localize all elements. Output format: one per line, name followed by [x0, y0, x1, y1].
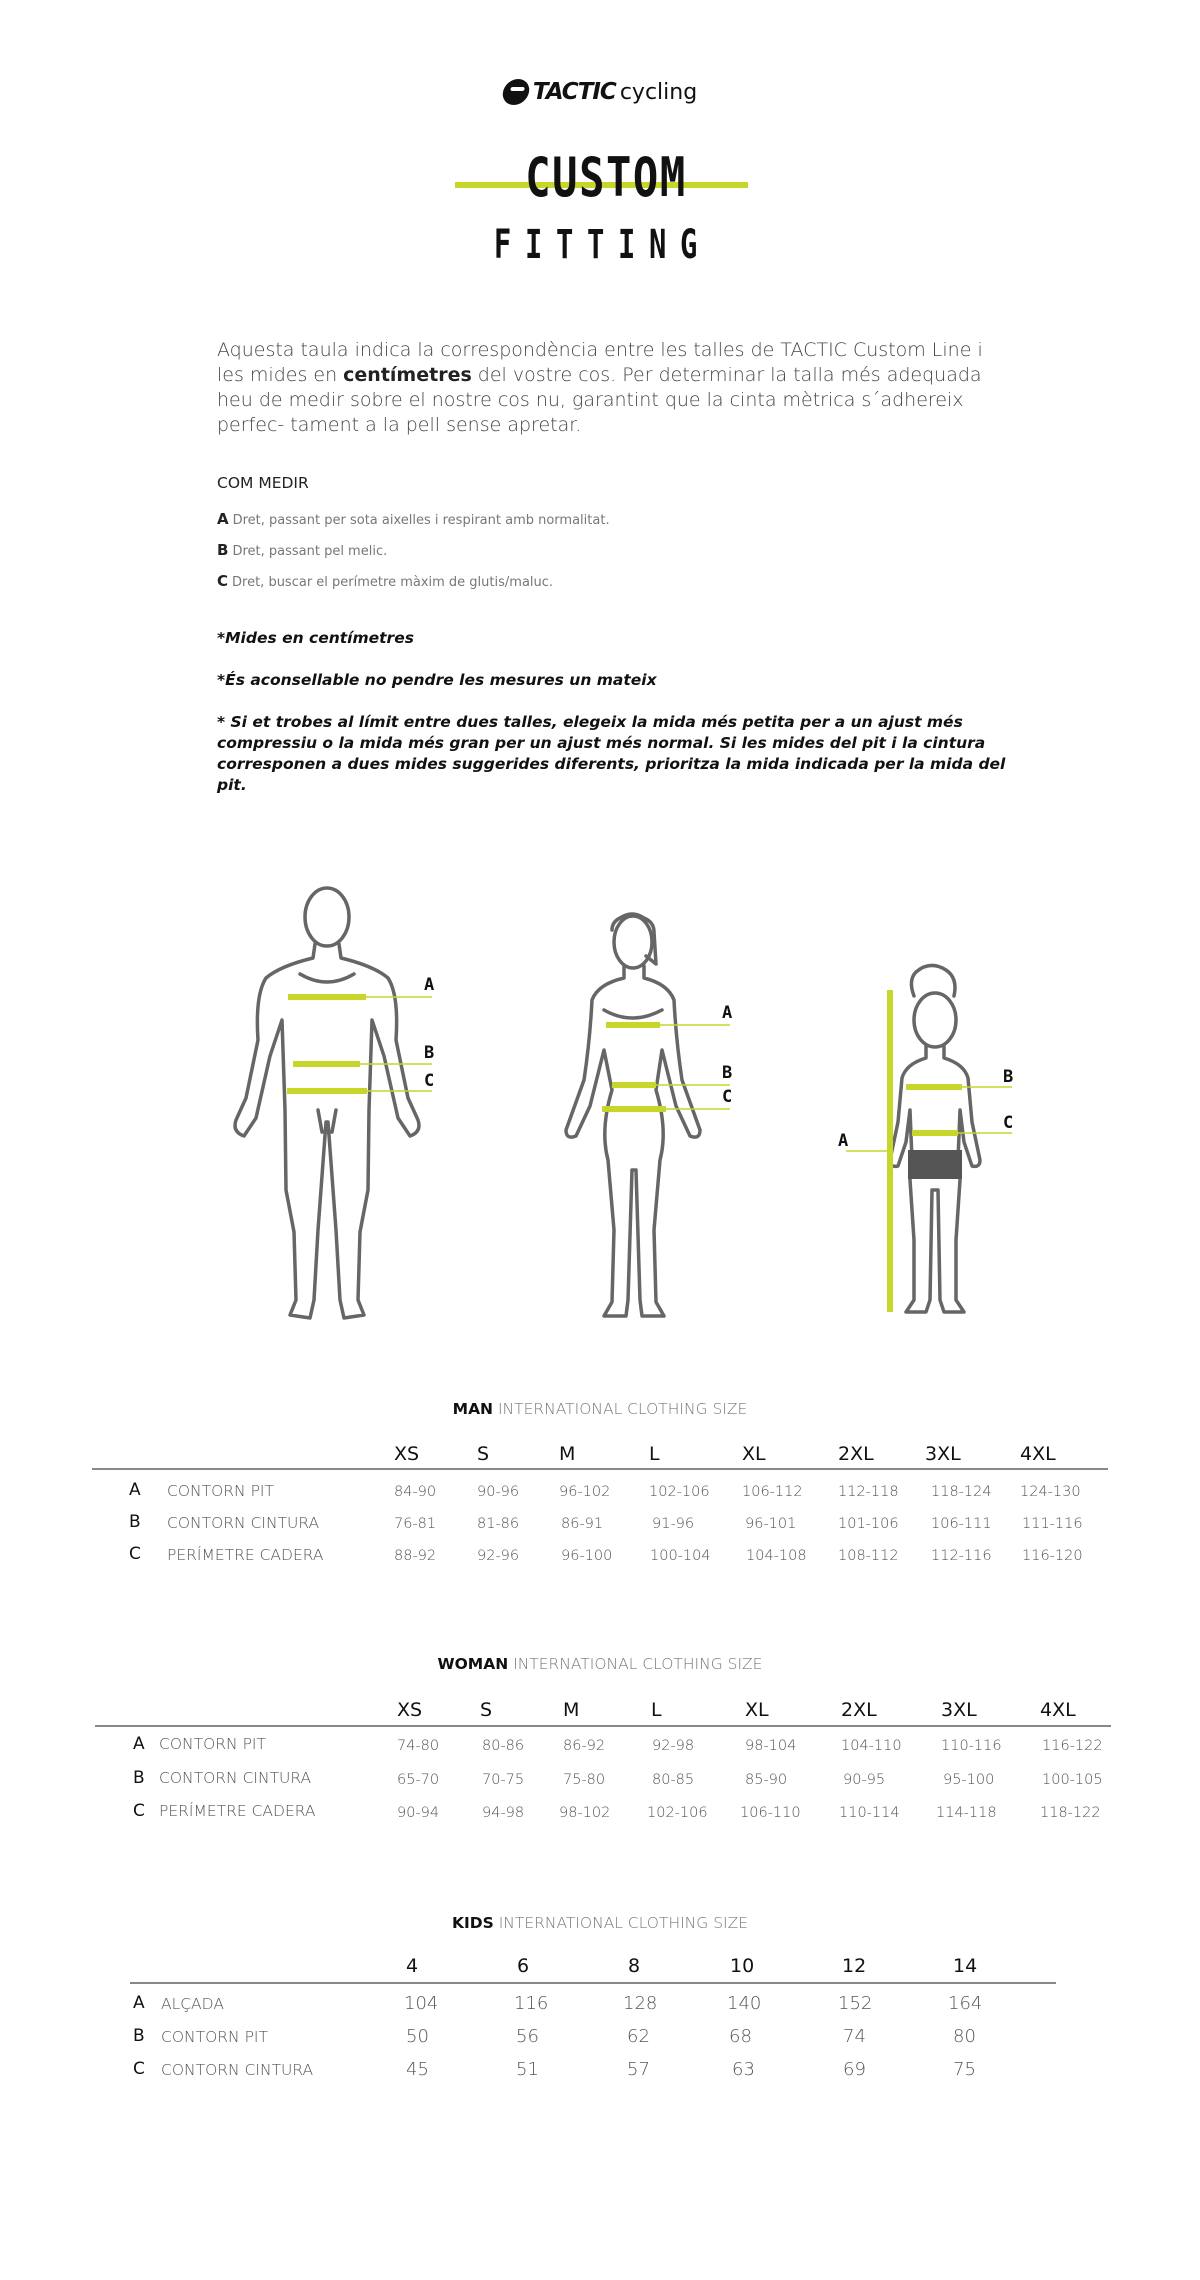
man-b-4xl: 111-116 — [1022, 1516, 1083, 1532]
man-row-b-letter: B — [129, 1512, 141, 1532]
woman-c-2xl: 110-114 — [839, 1805, 900, 1821]
kid-label-b: B — [1003, 1067, 1014, 1087]
woman-a-3xl: 110-116 — [941, 1738, 1002, 1754]
man-b-2xl: 101-106 — [838, 1516, 899, 1532]
woman-c-m: 98-102 — [559, 1805, 611, 1821]
intro-text-1: Aquesta taula indica la correspondència entre les talles de TACTIC Custom Line i les mides en — [217, 339, 983, 386]
woman-b-s: 70-75 — [482, 1772, 525, 1788]
kids-c-6: 51 — [516, 2059, 539, 2080]
woman-row-a-letter: A — [133, 1734, 145, 1754]
kids-b-4: 50 — [406, 2026, 429, 2047]
kids-b-6: 56 — [516, 2026, 539, 2047]
page-title-fitting: FITTING — [493, 222, 712, 268]
kids-table-rule — [130, 1982, 1056, 1984]
man-subtitle: INTERNATIONAL CLOTHING SIZE — [497, 1400, 748, 1418]
kids-c-12: 69 — [843, 2059, 866, 2080]
how-item-b — [217, 541, 387, 559]
note-centimetres: *Mides en centímetres — [217, 629, 414, 647]
kid-figure — [838, 965, 1013, 1312]
kid-label-a: A — [838, 1131, 849, 1151]
woman-a-2xl: 104-110 — [841, 1738, 902, 1754]
woman-a-xl: 98-104 — [745, 1738, 797, 1754]
man-size-3xl: 3XL — [925, 1443, 961, 1465]
man-figure — [235, 888, 434, 1318]
logo-brand-text: TACTIC — [532, 79, 616, 105]
woman-size-2xl: 2XL — [841, 1699, 877, 1721]
man-b-xs: 76-81 — [394, 1516, 437, 1532]
woman-c-xl: 106-110 — [740, 1805, 801, 1821]
man-b-xl: 96-101 — [745, 1516, 797, 1532]
brand-logo — [0, 72, 1200, 112]
man-row-b-label: CONTORN CINTURA — [167, 1514, 320, 1532]
kids-b-10: 68 — [729, 2026, 752, 2047]
kids-c-4: 45 — [406, 2059, 429, 2080]
man-title: MAN — [452, 1400, 494, 1418]
how-text: Dret, passant per sota aixelles i respirant amb normalitat. — [232, 513, 610, 528]
man-a-4xl: 124-130 — [1020, 1484, 1081, 1500]
kids-b-14: 80 — [953, 2026, 976, 2047]
woman-table-title — [0, 1655, 1200, 1673]
man-label-a: A — [424, 975, 435, 995]
woman-size-xs: XS — [397, 1699, 423, 1721]
man-label-c: C — [424, 1071, 435, 1091]
woman-b-xl: 85-90 — [745, 1772, 788, 1788]
man-row-a-letter: A — [129, 1480, 141, 1500]
measurement-figures — [0, 860, 1200, 1340]
man-row-c-label: PERÍMETRE CADERA — [167, 1546, 324, 1564]
man-c-3xl: 112-116 — [931, 1548, 992, 1564]
kids-a-8: 128 — [623, 1993, 658, 2014]
kids-a-10: 140 — [727, 1993, 762, 2014]
man-a-l: 102-106 — [649, 1484, 710, 1500]
woman-size-m: M — [563, 1699, 580, 1721]
man-b-s: 81-86 — [477, 1516, 520, 1532]
man-b-m: 86-91 — [561, 1516, 604, 1532]
woman-size-l: L — [651, 1699, 662, 1721]
logo-sub-text: cycling — [619, 79, 698, 105]
man-b-l: 91-96 — [652, 1516, 695, 1532]
woman-a-l: 92-98 — [652, 1738, 695, 1754]
tactic-logo-icon — [501, 79, 532, 105]
how-text: Dret, passant pel melic. — [232, 544, 388, 559]
woman-size-3xl: 3XL — [941, 1699, 977, 1721]
man-c-xl: 104-108 — [746, 1548, 807, 1564]
how-item-c — [217, 572, 553, 590]
man-size-xl: XL — [742, 1443, 766, 1465]
woman-b-xs: 65-70 — [397, 1772, 440, 1788]
woman-c-s: 94-98 — [482, 1805, 525, 1821]
kids-size-6: 6 — [517, 1955, 530, 1977]
man-a-3xl: 118-124 — [931, 1484, 992, 1500]
woman-table-rule — [95, 1725, 1111, 1727]
how-letter: A — [217, 510, 229, 528]
man-a-2xl: 112-118 — [838, 1484, 899, 1500]
kids-size-14: 14 — [953, 1955, 978, 1977]
kids-c-10: 63 — [732, 2059, 755, 2080]
woman-b-2xl: 90-95 — [843, 1772, 886, 1788]
man-c-4xl: 116-120 — [1022, 1548, 1083, 1564]
man-b-3xl: 106-111 — [931, 1516, 992, 1532]
kids-row-a-label: ALÇADA — [161, 1995, 224, 2013]
man-size-4xl: 4XL — [1020, 1443, 1056, 1465]
woman-a-m: 86-92 — [563, 1738, 606, 1754]
kids-row-c-letter: C — [133, 2059, 145, 2079]
kids-a-4: 104 — [404, 1993, 439, 2014]
note-size-limit: * Si et trobes al límit entre dues talles, elegeix la mida més petita per a un ajust més compressiu o la mida més gran per un ajust més normal. Si les mides del pit i la cintura corresponen a dues mides suggerides diferents, prioritza la mida indicada per la mida del pit. — [217, 713, 1006, 794]
note-advice: *És aconsellable no pendre les mesures un mateix — [217, 671, 657, 689]
man-size-xs: XS — [394, 1443, 420, 1465]
woman-subtitle: INTERNATIONAL CLOTHING SIZE — [513, 1655, 763, 1673]
woman-b-3xl: 95-100 — [943, 1772, 995, 1788]
kids-row-a-letter: A — [133, 1993, 145, 2013]
woman-c-xs: 90-94 — [397, 1805, 440, 1821]
kids-c-14: 75 — [953, 2059, 976, 2080]
woman-label-a: A — [722, 1003, 733, 1023]
man-a-s: 90-96 — [477, 1484, 520, 1500]
man-a-xl: 106-112 — [742, 1484, 803, 1500]
woman-row-c-letter: C — [133, 1801, 145, 1821]
kids-row-b-letter: B — [133, 2026, 145, 2046]
woman-size-xl: XL — [745, 1699, 769, 1721]
man-c-xs: 88-92 — [394, 1548, 437, 1564]
intro-bold: centímetres — [343, 364, 472, 386]
kids-c-8: 57 — [627, 2059, 650, 2080]
how-item-a — [217, 510, 610, 528]
kids-table-title — [0, 1914, 1200, 1932]
woman-row-b-label: CONTORN CINTURA — [159, 1769, 312, 1787]
woman-size-4xl: 4XL — [1040, 1699, 1076, 1721]
woman-figure — [566, 914, 732, 1316]
woman-c-l: 102-106 — [647, 1805, 708, 1821]
kids-size-8: 8 — [628, 1955, 641, 1977]
man-size-l: L — [649, 1443, 660, 1465]
woman-b-4xl: 100-105 — [1042, 1772, 1103, 1788]
man-c-m: 96-100 — [561, 1548, 613, 1564]
woman-title: WOMAN — [437, 1655, 509, 1673]
kids-row-c-label: CONTORN CINTURA — [161, 2061, 314, 2079]
man-size-2xl: 2XL — [838, 1443, 874, 1465]
kids-a-14: 164 — [948, 1993, 983, 2014]
man-table-rule — [92, 1468, 1108, 1470]
man-row-c-letter: C — [129, 1544, 141, 1564]
page-title-custom: CUSTOM — [525, 146, 687, 209]
woman-size-s: S — [480, 1699, 493, 1721]
intro-paragraph — [217, 338, 997, 438]
kids-title: KIDS — [451, 1914, 494, 1932]
woman-a-4xl: 116-122 — [1042, 1738, 1103, 1754]
kids-size-4: 4 — [406, 1955, 419, 1977]
woman-c-4xl: 118-122 — [1040, 1805, 1101, 1821]
kids-a-12: 152 — [838, 1993, 873, 2014]
woman-label-c: C — [722, 1087, 733, 1107]
man-a-xs: 84-90 — [394, 1484, 437, 1500]
kids-size-12: 12 — [842, 1955, 867, 1977]
kids-subtitle: INTERNATIONAL CLOTHING SIZE — [498, 1914, 749, 1932]
kids-row-b-label: CONTORN PIT — [161, 2028, 268, 2046]
man-c-2xl: 108-112 — [838, 1548, 899, 1564]
how-text: Dret, buscar el perímetre màxim de glutis/maluc. — [232, 575, 554, 590]
woman-a-xs: 74-80 — [397, 1738, 440, 1754]
kids-size-10: 10 — [730, 1955, 755, 1977]
how-letter: C — [217, 572, 229, 590]
kids-b-12: 74 — [843, 2026, 866, 2047]
woman-a-s: 80-86 — [482, 1738, 525, 1754]
man-a-m: 96-102 — [559, 1484, 611, 1500]
kid-label-c: C — [1003, 1113, 1014, 1133]
intro-text-2: del vostre cos. Per determinar la talla més adequada heu de medir sobre el nostre cos nu, garantint que la cinta mètrica s´adhereix perfec- tament a la pell sense apretar. — [217, 364, 982, 436]
man-table-title — [0, 1400, 1200, 1418]
woman-label-b: B — [722, 1063, 733, 1083]
woman-row-c-label: PERÍMETRE CADERA — [159, 1802, 316, 1820]
man-c-l: 100-104 — [650, 1548, 711, 1564]
how-letter: B — [217, 541, 229, 559]
how-to-measure-title: COM MEDIR — [217, 474, 309, 492]
woman-b-l: 80-85 — [652, 1772, 695, 1788]
man-size-s: S — [477, 1443, 490, 1465]
man-label-b: B — [424, 1043, 435, 1063]
man-row-a-label: CONTORN PIT — [167, 1482, 274, 1500]
man-size-m: M — [559, 1443, 576, 1465]
woman-c-3xl: 114-118 — [936, 1805, 997, 1821]
kids-a-6: 116 — [514, 1993, 549, 2014]
woman-row-a-label: CONTORN PIT — [159, 1735, 266, 1753]
woman-row-b-letter: B — [133, 1768, 145, 1788]
man-c-s: 92-96 — [477, 1548, 520, 1564]
woman-b-m: 75-80 — [563, 1772, 606, 1788]
kids-b-8: 62 — [627, 2026, 650, 2047]
